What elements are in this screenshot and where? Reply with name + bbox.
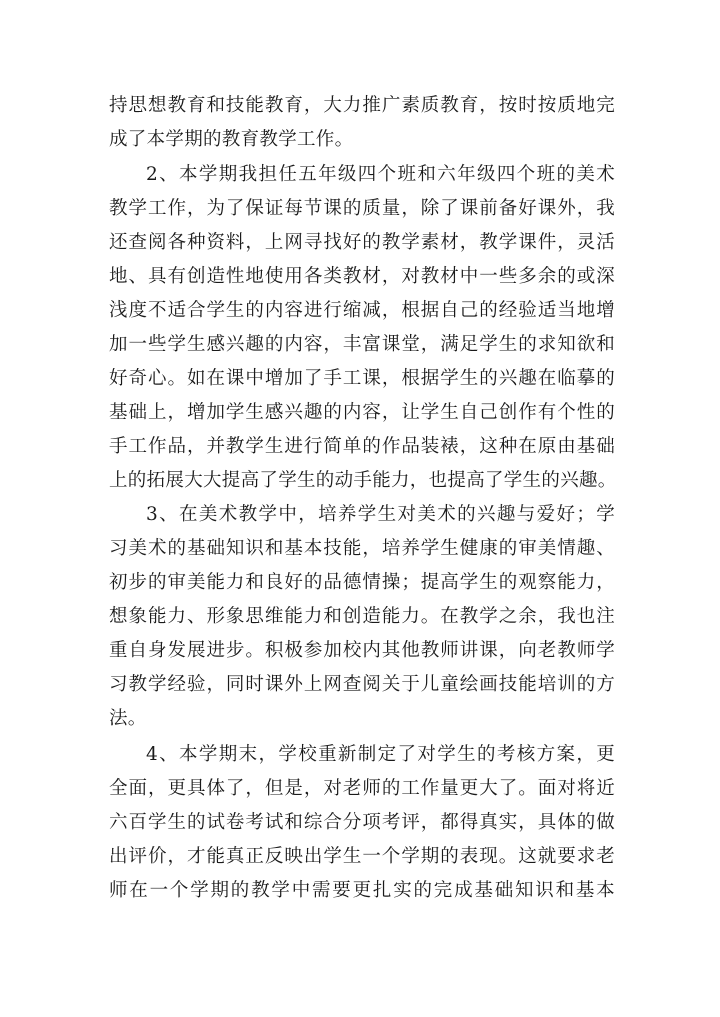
text-line: 习美术的基础知识和基本技能，培养学生健康的审美情趣、 bbox=[109, 538, 615, 559]
text-line: 教学工作，为了保证每节课的质量，除了课前备好课外，我 bbox=[109, 198, 615, 219]
text-line: 全面，更具体了，但是，对老师的工作量更大了。面对将近 bbox=[109, 778, 615, 799]
text-line: 初步的审美能力和良好的品德情操；提高学生的观察能力， bbox=[109, 572, 615, 593]
text-line: 4、本学期末，学校重新制定了对学生的考核方案，更 bbox=[146, 744, 615, 765]
text-line: 成了本学期的教育教学工作。 bbox=[109, 129, 354, 150]
text-line: 浅度不适合学生的内容进行缩减，根据自己的经验适当地增 bbox=[109, 300, 615, 321]
text-line: 手工作品，并教学生进行简单的作品装裱，这种在原由基础 bbox=[109, 436, 615, 457]
text-line: 好奇心。如在课中增加了手工课，根据学生的兴趣在临摹的 bbox=[109, 368, 615, 389]
text-line: 上的拓展大大提高了学生的动手能力，也提高了学生的兴趣。 bbox=[109, 470, 617, 491]
text-line: 想象能力、形象思维能力和创造能力。在教学之余，我也注 bbox=[109, 606, 615, 627]
text-line: 3、在美术教学中，培养学生对美术的兴趣与爱好；学 bbox=[146, 504, 615, 525]
text-line: 基础上，增加学生感兴趣的内容，让学生自己创作有个性的 bbox=[109, 402, 615, 423]
text-line: 习教学经验，同时课外上网查阅关于儿童绘画技能培训的方 bbox=[109, 674, 615, 695]
text-line: 持思想教育和技能教育，大力推广素质教育，按时按质地完 bbox=[109, 95, 615, 116]
text-line: 出评价，才能真正反映出学生一个学期的表现。这就要求老 bbox=[109, 846, 615, 867]
text-line: 重自身发展进步。积极参加校内其他教师讲课，向老教师学 bbox=[109, 640, 615, 661]
text-line: 六百学生的试卷考试和综合分项考评，都得真实，具体的做 bbox=[109, 812, 615, 833]
text-line: 2、本学期我担任五年级四个班和六年级四个班的美术 bbox=[146, 164, 615, 185]
text-line: 法。 bbox=[109, 708, 147, 729]
text-line: 加一些学生感兴趣的内容，丰富课堂，满足学生的求知欲和 bbox=[109, 334, 615, 355]
text-line: 地、具有创造性地使用各类教材，对教材中一些多余的或深 bbox=[109, 266, 615, 287]
text-line: 师在一个学期的教学中需要更扎实的完成基础知识和基本 bbox=[109, 880, 615, 901]
text-line: 还查阅各种资料，上网寻找好的教学素材，教学课件，灵活 bbox=[109, 232, 615, 253]
